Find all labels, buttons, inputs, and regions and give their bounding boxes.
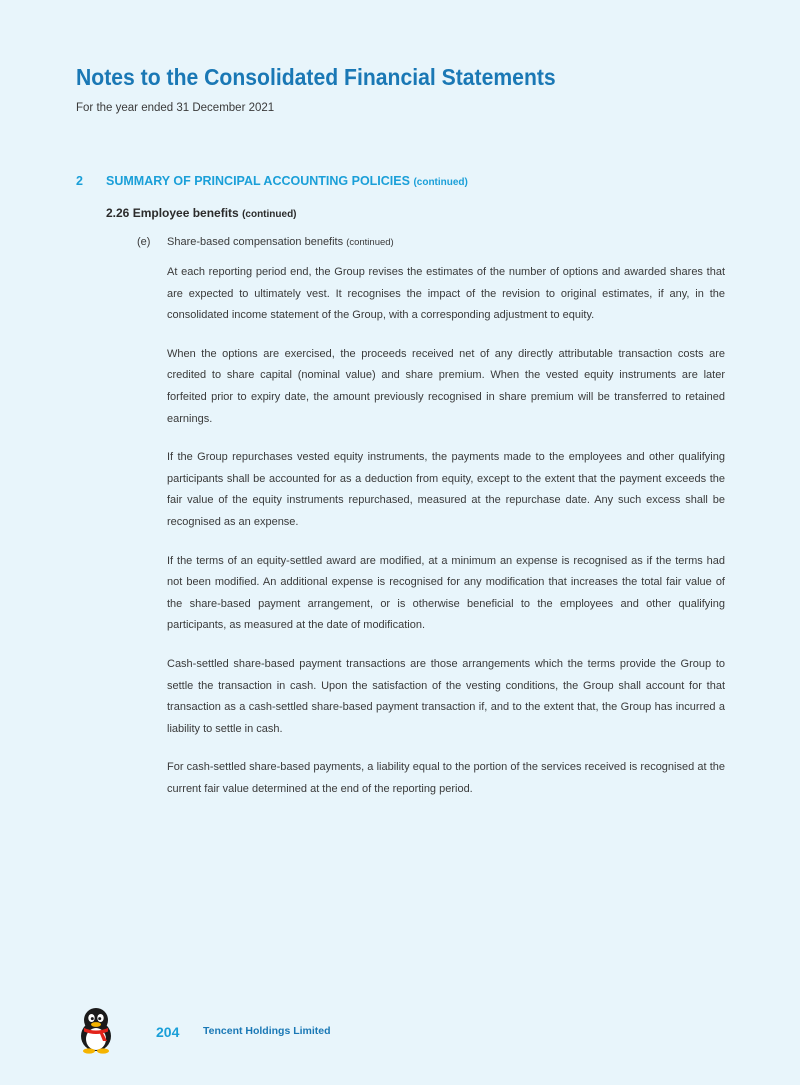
page-subtitle: For the year ended 31 December 2021 — [76, 102, 275, 114]
paragraph: For cash-settled share-based payments, a liability equal to the portion of the services received is recognised at the current fair value determined at the end of the reporting period. — [167, 761, 725, 795]
section-heading — [76, 174, 468, 188]
page-title: Notes to the Consolidated Financial Statements — [76, 64, 556, 90]
paragraph: When the options are exercised, the proceeds received net of any directly attributable transaction costs are credited to share capital (nominal value) and share premium. When the vested equity instruments are later forfeited prior to expiry date, the amount previously recognised in share premium will be transferred to retained earnings. — [167, 347, 725, 425]
item-heading — [137, 236, 394, 248]
item-title: Share-based compensation benefits — [167, 236, 344, 248]
item-label: (e) — [137, 236, 151, 248]
subsection-heading — [106, 206, 297, 220]
company-name: Tencent Holdings Limited — [203, 1025, 331, 1037]
paragraph: Cash-settled share-based payment transactions are those arrangements which the terms provide the Group to settle the transaction in cash. Upon the satisfaction of the vesting conditions, the Group shall account for that transaction as a cash-settled share-based payment transaction if, and to the extent that, the Group has incurred a liability to settle in cash. — [167, 657, 725, 735]
item-continued-label: (continued) — [346, 237, 394, 248]
paragraph: At each reporting period end, the Group revises the estimates of the number of options and awarded shares that are expected to ultimately vest. It recognises the impact of the revision to original estimates, if any, in the consolidated income statement of the Group, with a corresponding adjustment to equity. — [167, 266, 725, 322]
page-number: 204 — [156, 1024, 180, 1040]
subsection-title: 2.26 Employee benefits — [106, 206, 239, 220]
page-footer — [76, 1006, 476, 1056]
section-title: SUMMARY OF PRINCIPAL ACCOUNTING POLICIES — [106, 174, 410, 188]
paragraph: If the terms of an equity-settled award are modified, at a minimum an expense is recognised as if the terms had not been modified. An additional expense is recognised for any modification that increases the total fair value of the share-based payment arrangement, or is otherwise beneficial to the employees and other qualifying participants, as measured at the date of modification. — [167, 554, 725, 632]
section-continued-label: (continued) — [413, 177, 468, 188]
subsection-continued-label: (continued) — [242, 209, 297, 220]
body-text — [167, 262, 725, 817]
penguin-mascot-icon — [76, 1006, 116, 1059]
paragraph: If the Group repurchases vested equity instruments, the payments made to the employees and other qualifying participants shall be accounted for as a deduction from equity, except to the extent that the payment exceeds the fair value of the equity instruments repurchased, measured at the repurchase date. Any such excess shall be recognised as an expense. — [167, 451, 725, 528]
section-number: 2 — [76, 174, 83, 188]
